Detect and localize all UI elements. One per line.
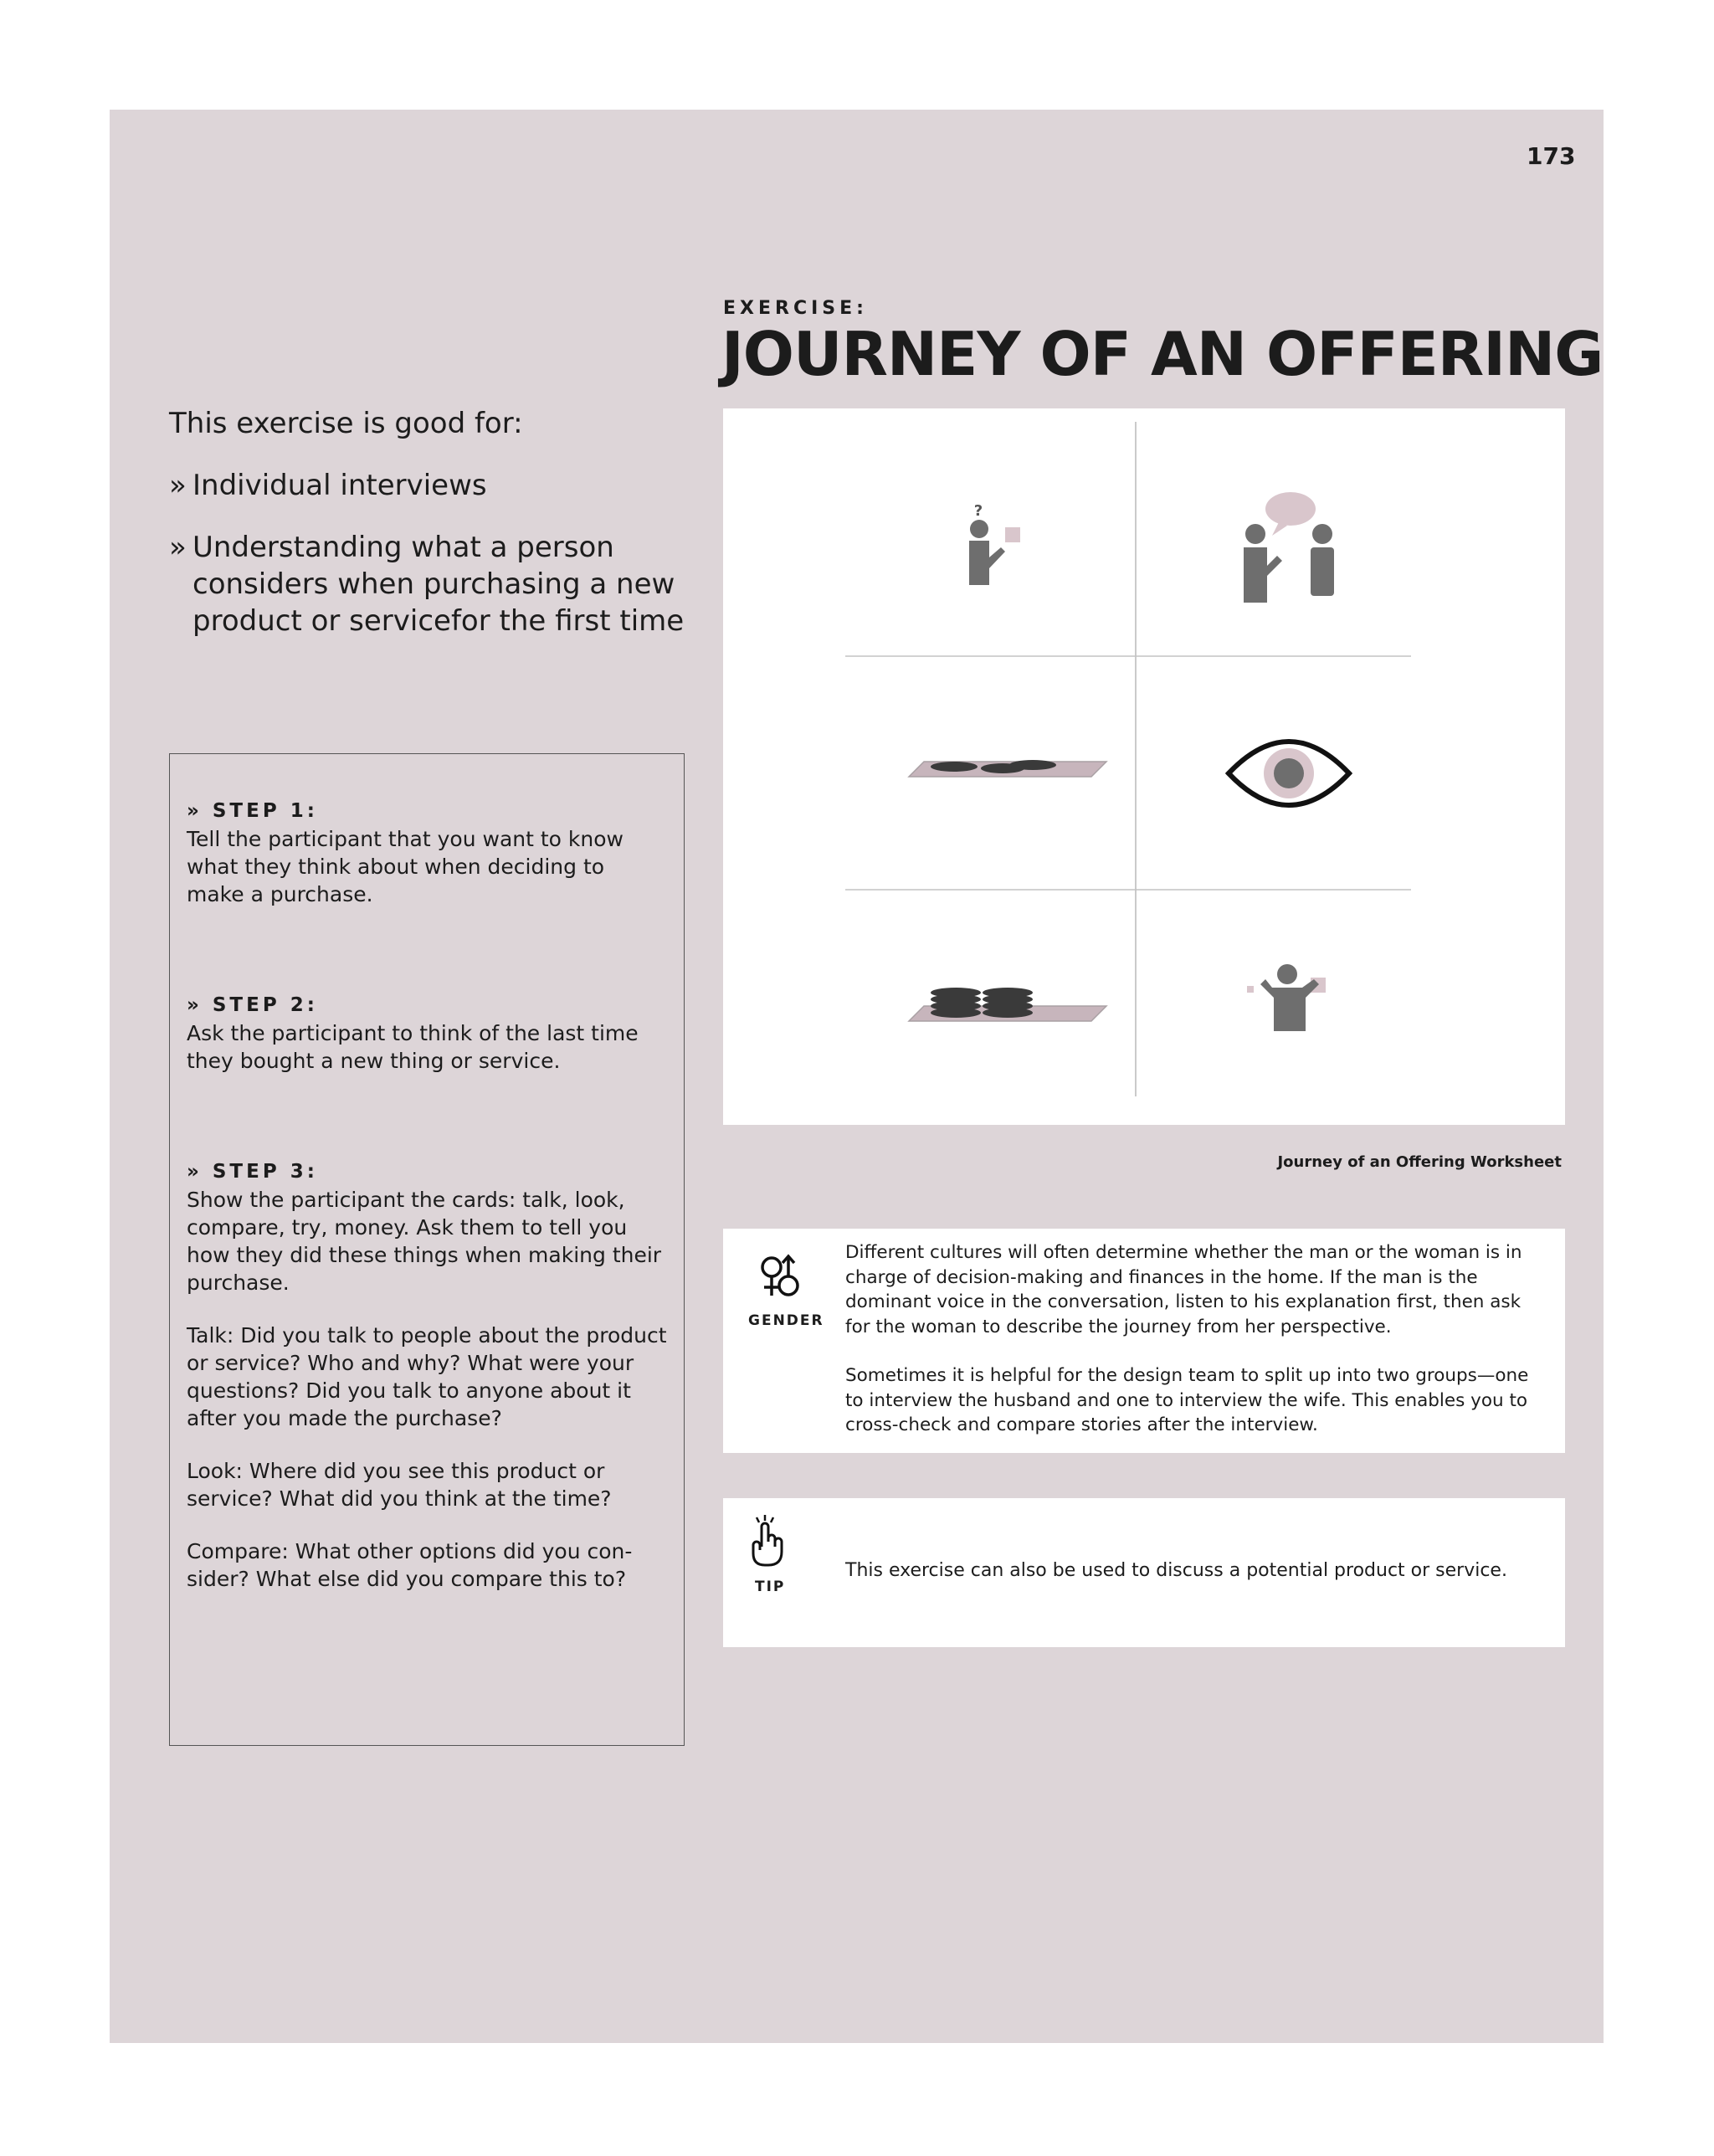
good-for-intro: This exercise is good for: — [169, 407, 523, 440]
good-for-item-text: Individual interviews — [192, 469, 487, 502]
step-1 — [187, 798, 667, 908]
gender-paragraph: Different cultures will often determine whether the man or the woman is in charge of decision-making and finances in the home. If the man is the dominant voice in the conversation, listen to his explanation first, then ask for the woman to describe the journey from her perspective. — [845, 1242, 1522, 1337]
page-number: 173 — [1527, 142, 1576, 170]
tip-label: TIP — [755, 1578, 786, 1595]
step-question-talk: Talk: Did you talk to people about the product or service? Who and why? What were your questions? Did you talk to anyone about it after you made the purchase? — [187, 1323, 667, 1430]
person-comparing-icon — [1247, 964, 1326, 1031]
worksheet-grid — [723, 408, 1565, 1125]
bullet-marker: » — [169, 469, 187, 502]
good-for-item — [169, 529, 705, 639]
gender-paragraph: Sometimes it is helpful for the design team to split up into two groups—one to interview the husband and one to interview the wife. This enables you to cross-check and compare stories after the interview. — [845, 1365, 1529, 1435]
bullet-marker: » — [169, 531, 187, 564]
eye-icon — [1229, 742, 1349, 805]
good-for-item — [169, 467, 705, 504]
coins-on-bill-icon — [909, 760, 1106, 777]
coin-stacks-on-bill-icon — [909, 988, 1106, 1021]
raised-finger-icon — [742, 1513, 795, 1570]
step-text: Tell the participant that you want to know what they think about when deciding to make a purchase. — [187, 827, 624, 906]
step-3 — [187, 1158, 667, 1593]
two-people-talking-icon — [1244, 492, 1334, 603]
page-title: JOURNEY OF AN OFFERING — [721, 319, 1604, 389]
exercise-label: EXERCISE: — [723, 298, 868, 319]
step-text: Ask the participant to think of the last time they bought a new thing or service. — [187, 1021, 639, 1073]
gender-box — [723, 1229, 1565, 1453]
gender-text — [845, 1240, 1540, 1462]
good-for-section — [169, 405, 705, 665]
steps-box — [169, 753, 685, 1746]
step-heading: » STEP 1: — [187, 800, 318, 822]
person-question-icon — [969, 502, 1020, 585]
step-2 — [187, 992, 667, 1075]
good-for-item-text: Understanding what a person considers when purchasing a new product or servicefor the first time — [192, 531, 685, 638]
step-heading: » STEP 2: — [187, 994, 318, 1016]
step-text: Show the participant the cards: talk, look, compare, try, money. Ask them to tell you how they did these things when making their purchase. — [187, 1188, 662, 1295]
question-mark: ? — [973, 502, 983, 520]
gender-symbols-icon — [755, 1252, 805, 1302]
worksheet-card — [723, 408, 1565, 1125]
tip-box — [723, 1498, 1565, 1647]
tip-text: This exercise can also be used to discuss a potential product or service. — [845, 1560, 1507, 1581]
step-question-look: Look: Where did you see this product or service? What did you think at the time? — [187, 1459, 612, 1511]
step-question-compare: Compare: What other options did you con-sider? What else did you compare this to? — [187, 1539, 633, 1591]
step-heading: » STEP 3: — [187, 1161, 318, 1183]
gender-label: GENDER — [748, 1312, 824, 1329]
worksheet-caption: Journey of an Offering Worksheet — [1277, 1153, 1562, 1171]
